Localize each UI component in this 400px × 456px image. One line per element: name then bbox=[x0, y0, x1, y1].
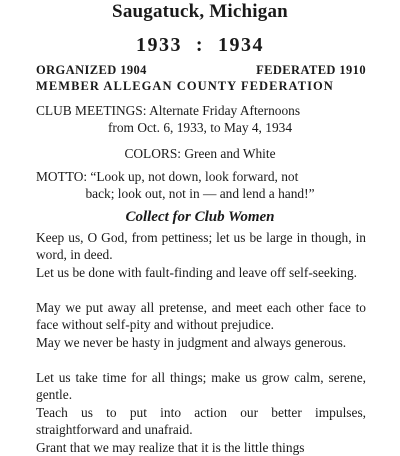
federated-year: FEDERATED 1910 bbox=[256, 63, 366, 77]
club-year bbox=[136, 35, 264, 55]
collect-paragraph: Teach us to put into action our better impulses, straightforward and unafraid. bbox=[36, 405, 366, 437]
collect-paragraph: May we never be hasty in judgment and always generous. bbox=[36, 335, 347, 350]
collect-paragraph: Let us be done with fault-finding and leave off self-seeking. bbox=[36, 265, 358, 280]
club-meetings-line-2: from Oct. 6, 1933, to May 4, 1934 bbox=[107, 120, 293, 135]
organized-year: ORGANIZED 1904 bbox=[36, 63, 147, 77]
collect-title: Collect for Club Women bbox=[125, 209, 275, 225]
town-heading: Saugatuck, Michigan bbox=[112, 1, 288, 22]
motto-line-2: back; look out, not in — and lend a hand!” bbox=[85, 186, 315, 201]
club-meetings-line-1: CLUB MEETINGS: Alternate Friday Afternoons bbox=[36, 103, 301, 118]
collect-paragraph: Keep us, O God, from pettiness; let us be large in though, in word, in deed. bbox=[36, 230, 366, 262]
collect-paragraph: May we put away all pretense, and meet each other face to face without self-pity and without prejudice. bbox=[36, 300, 366, 332]
club-colors: COLORS: Green and White bbox=[124, 146, 276, 161]
collect-paragraph: Let us take time for all things; make us grow calm, serene, gentle. bbox=[36, 370, 366, 402]
year-separator: : bbox=[195, 34, 205, 56]
founding-info bbox=[36, 64, 366, 77]
year-end: 1934 bbox=[217, 34, 264, 56]
federation-membership: MEMBER ALLEGAN COUNTY FEDERATION bbox=[36, 79, 334, 93]
collect-paragraph: Grant that we may realize that it is the little things bbox=[36, 440, 305, 455]
year-start: 1933 bbox=[136, 34, 182, 56]
motto-line-1: MOTTO: “Look up, not down, look forward, not bbox=[36, 169, 299, 184]
